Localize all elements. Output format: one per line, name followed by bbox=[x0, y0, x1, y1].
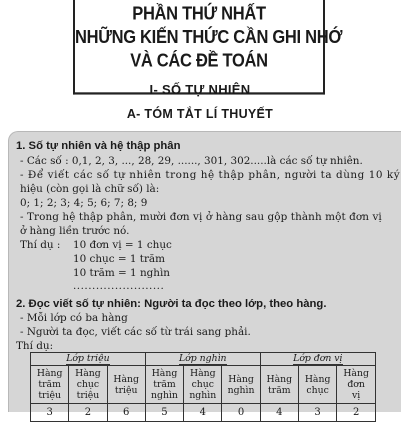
header-word: vị bbox=[352, 390, 361, 401]
header-word: Hàng bbox=[304, 373, 331, 385]
title-line-1: PHẦN THỨ NHẤT bbox=[132, 3, 266, 24]
table-value-cell: 5 bbox=[145, 404, 183, 422]
group-label: Lớp nghìn bbox=[178, 353, 227, 364]
header-word: Hàng bbox=[228, 373, 254, 385]
header-word: triệu bbox=[114, 384, 138, 396]
part2-heading-bold: 2. Đọc viết số tự nhiên: bbox=[16, 298, 141, 310]
table-group-row bbox=[31, 353, 376, 366]
place-value-table bbox=[30, 352, 376, 422]
header-word: trăm bbox=[153, 379, 176, 390]
table-header-row bbox=[31, 366, 376, 404]
header-word: triệu bbox=[76, 390, 100, 401]
table-header-cell bbox=[222, 366, 260, 404]
header-word: trăm bbox=[268, 384, 291, 396]
header-word: triệu bbox=[38, 390, 61, 401]
table-header-cell bbox=[69, 366, 107, 404]
header-word: Hàng bbox=[36, 368, 63, 379]
part2-heading bbox=[16, 297, 326, 311]
part1-example-2: 10 chục = 1 trăm bbox=[73, 253, 165, 265]
part1-example-label: Thí dụ : bbox=[20, 239, 61, 251]
header-word: đơn bbox=[347, 379, 365, 390]
table-value-cell: 3 bbox=[31, 404, 69, 422]
part1-line-5: - Trong hệ thập phân, mười đơn vị ở hàng sau gộp thành một đơn vị bbox=[20, 211, 382, 223]
part1-line-6: ở hàng liền trước nó. bbox=[20, 225, 130, 237]
table-header-cell bbox=[337, 366, 376, 404]
title-line-3: VÀ CÁC ĐỀ TOÁN bbox=[130, 50, 268, 72]
part1-example-3: 10 trăm = 1 nghìn bbox=[73, 267, 170, 279]
group-label: Lớp triệu bbox=[66, 353, 110, 364]
part1-example-1: 10 đơn vị = 1 chục bbox=[73, 239, 172, 251]
part2-example-label: Thí dụ: bbox=[16, 340, 54, 352]
group-cell-units bbox=[260, 353, 375, 366]
header-word: chục bbox=[76, 379, 100, 390]
table-header-cell bbox=[298, 366, 336, 404]
table-value-cell: 4 bbox=[260, 404, 298, 422]
table-value-row bbox=[31, 404, 376, 422]
part1-dots: ........................ bbox=[73, 280, 165, 292]
group-cell-thousands bbox=[145, 353, 260, 366]
part1-line-2: - Để viết các số tự nhiên trong hệ thập phân, người ta dùng 10 ký bbox=[20, 169, 401, 181]
group-label: Lớp đơn vị bbox=[293, 353, 343, 364]
header-word: Hàng bbox=[189, 368, 216, 379]
table-value-cell: 2 bbox=[337, 404, 376, 422]
part2-line-1: - Mỗi lớp có ba hàng bbox=[20, 312, 128, 324]
header-word: Hàng bbox=[343, 368, 369, 379]
part1-line-4: 0; 1; 2; 3; 4; 5; 6; 7; 8; 9 bbox=[20, 197, 148, 209]
part1-heading: 1. Số tự nhiên và hệ thập phân bbox=[16, 140, 181, 152]
part1-line-3: hiệu (còn gọi là chữ số) là: bbox=[20, 183, 160, 195]
header-word: nghìn bbox=[189, 390, 217, 401]
header-word: trăm bbox=[38, 379, 61, 390]
table-header-cell bbox=[107, 366, 145, 404]
header-word: Hàng bbox=[151, 368, 178, 379]
table-header-cell bbox=[184, 366, 222, 404]
table-value-cell: 2 bbox=[69, 404, 107, 422]
group-cell-millions bbox=[31, 353, 146, 366]
sub-heading: A- TÓM TẮT LÍ THUYẾT bbox=[126, 107, 274, 121]
part2-line-2: - Người ta đọc, viết các số từ trái sang phải. bbox=[20, 326, 251, 338]
table-header-cell bbox=[145, 366, 183, 404]
header-word: chục bbox=[306, 384, 329, 396]
table-value-cell: 6 bbox=[107, 404, 145, 422]
table-value-cell: 3 bbox=[298, 404, 336, 422]
header-word: Hàng bbox=[75, 368, 101, 379]
table-value-cell: 0 bbox=[222, 404, 260, 422]
header-word: nghìn bbox=[227, 384, 255, 396]
part2-heading-rest: Người ta đọc theo lớp, theo hàng. bbox=[140, 298, 327, 310]
header-word: Hàng bbox=[113, 373, 139, 385]
header-word: Hàng bbox=[266, 373, 293, 385]
title-line-2: NHỮNG KIẾN THỨC CẦN GHI NHỚ bbox=[75, 27, 343, 48]
header-word: chục bbox=[191, 379, 214, 390]
section-heading: I- SỐ TỰ NHIÊN bbox=[149, 82, 251, 97]
part-title-box bbox=[73, 0, 343, 95]
part1-line-1: - Các số : 0,1, 2, 3, ..., 28, 29, ......, 301, 302.....là các số tự nhiên. bbox=[20, 155, 363, 167]
table-header-cell bbox=[260, 366, 298, 404]
header-word: nghìn bbox=[151, 390, 178, 401]
table-header-cell bbox=[31, 366, 69, 404]
table-value-cell: 4 bbox=[184, 404, 222, 422]
